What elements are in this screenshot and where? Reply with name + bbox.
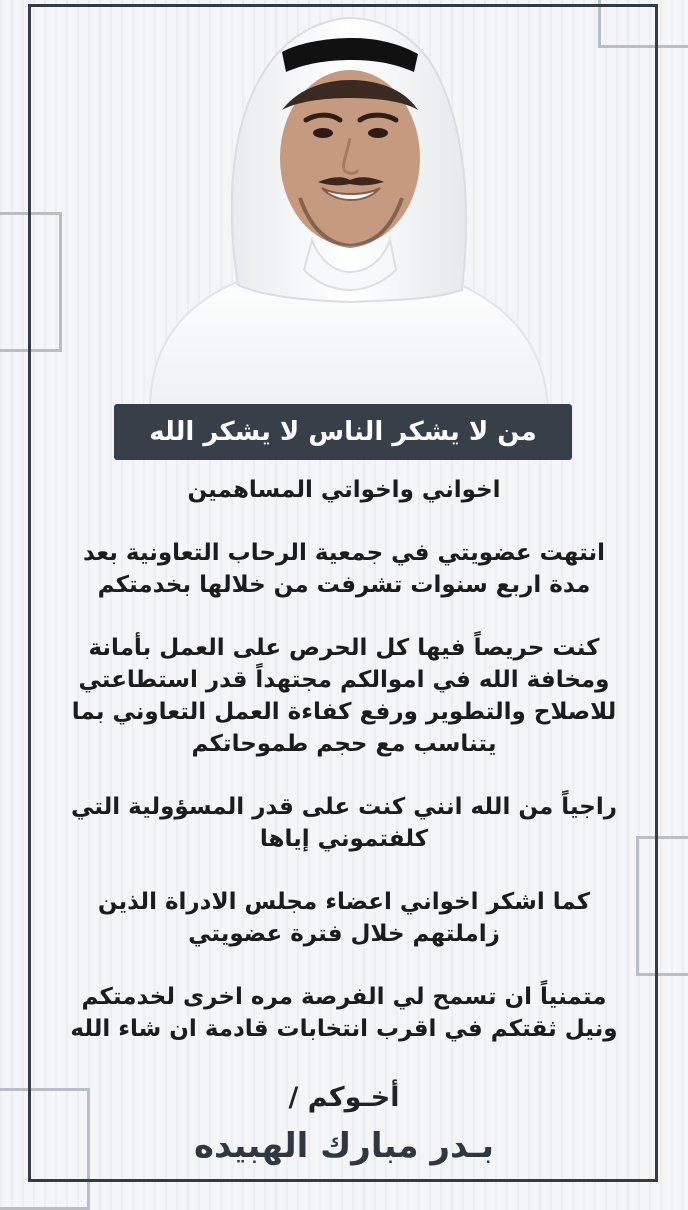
- text-line: اخواني واخواتي المساهمين: [187, 477, 501, 503]
- text-line: كنت حريصاً فيها كل الحرص على العمل بأمانة: [88, 635, 600, 661]
- signature-prefix: أخـوكم /: [288, 1082, 400, 1113]
- paragraph: [60, 791, 628, 855]
- text-line: متمنياً ان تسمح لي الفرصة مره اخرى لخدمتكم: [81, 984, 607, 1010]
- headline-banner: من لا يشكر الناس لا يشكر الله: [114, 404, 572, 460]
- paragraph: [60, 474, 628, 506]
- paragraph: [60, 981, 628, 1045]
- paragraph: [60, 886, 628, 950]
- paragraph: [60, 632, 628, 760]
- signature-name: بـدر مبارك الهبيده: [193, 1126, 495, 1166]
- text-line: انتهت عضويتي في جمعية الرحاب التعاونية بعد: [82, 540, 606, 566]
- paragraph: [60, 537, 628, 601]
- portrait-photo: [0, 0, 688, 410]
- text-line: كما اشكر اخواني اعضاء مجلس الادراة الذين: [97, 889, 591, 915]
- text-line: ومخافة الله في اموالكم مجتهداً قدر استطاعتي: [78, 667, 610, 693]
- text-line: كلفتموني إياها: [259, 826, 429, 852]
- text-line: للاصلاح والتطوير ورفع كفاءة العمل التعاوني بما: [71, 699, 617, 725]
- text-line: زاملتهم خلال فترة عضويتي: [188, 921, 500, 947]
- text-line: راجياً من الله انني كنت على قدر المسؤولية التي: [70, 794, 618, 820]
- text-line: مدة اربع سنوات تشرفت من خلالها بخدمتكم: [97, 572, 591, 598]
- text-line: يتناسب مع حجم طموحاتكم: [191, 731, 497, 757]
- text-line: ونيل ثقتكم في اقرب انتخابات قادمة ان شاء الله: [70, 1016, 618, 1042]
- message-body: [60, 474, 628, 1076]
